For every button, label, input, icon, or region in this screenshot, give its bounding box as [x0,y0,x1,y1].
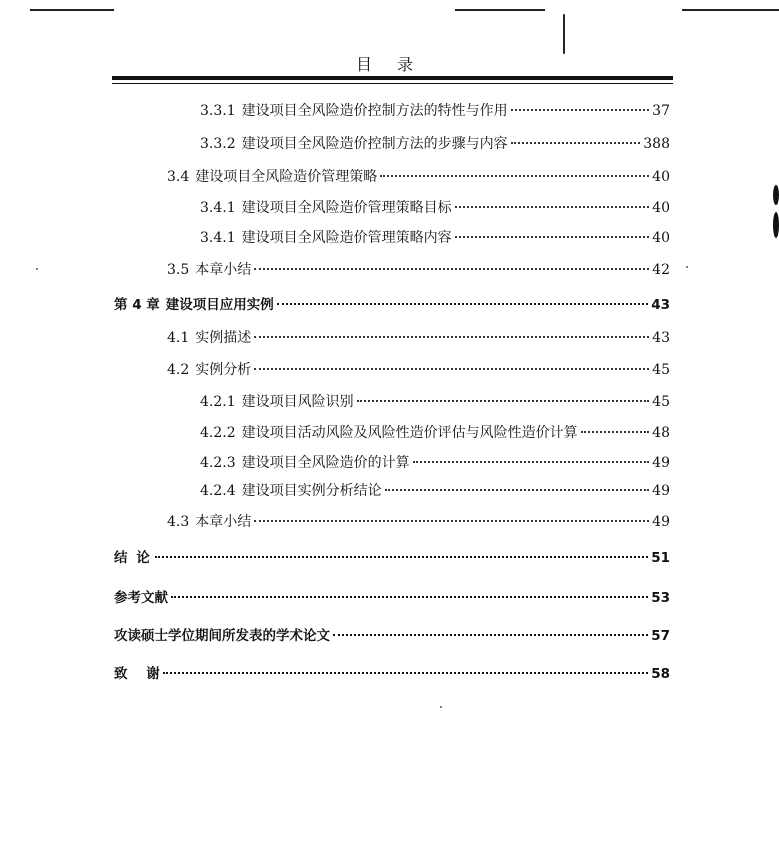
toc-entry [167,167,670,187]
toc-number: 3.3.2 [200,136,236,152]
toc-page: 40 [652,230,670,246]
toc-leader [254,368,649,370]
scan-speck-left [36,268,38,270]
toc-entry [200,423,670,443]
toc-page: 53 [651,590,670,606]
toc-title: 致 谢 [114,666,160,682]
toc-page: 388 [643,136,670,152]
scan-line-top-right [682,9,779,11]
toc-leader [380,175,649,177]
scan-speck-bottom [440,706,442,708]
toc-leader [511,109,650,111]
toc-title: 建设项目应用实例 [165,297,274,313]
toc-leader [455,236,650,238]
toc-entry [200,134,670,154]
toc-number: 4.2.2 [200,425,236,441]
toc-page: 45 [652,362,670,378]
toc-entry [167,328,670,348]
toc-entry [167,360,670,380]
toc-leader [254,520,649,522]
toc-title: 建设项目全风险造价管理策略内容 [241,230,452,246]
toc-page: 51 [651,550,670,566]
header-rule-thick [112,76,673,80]
toc-leader [163,672,648,674]
toc-page: 48 [652,425,670,441]
toc-title: 建设项目全风险造价控制方法的特性与作用 [241,103,508,119]
toc-page: 40 [652,169,670,185]
toc-title: 实例描述 [195,330,252,346]
toc-chapter-entry [114,548,670,568]
toc-leader [277,303,648,305]
toc-title: 建设项目全风险造价管理策略 [195,169,378,185]
toc-number: 4.1 [167,330,190,346]
toc-number: 3.4.1 [200,230,236,246]
toc-number: 3.3.1 [200,103,236,119]
scan-blob-top [773,185,779,205]
toc-title: 本章小结 [195,262,252,278]
toc-page: 40 [652,200,670,216]
toc-page: 49 [652,514,670,530]
toc-number: 4.2.3 [200,455,236,471]
toc-page: 45 [652,394,670,410]
toc-title: 建设项目全风险造价控制方法的步骤与内容 [241,136,508,152]
toc-entry [200,198,670,218]
toc-entry [200,101,670,121]
toc-title: 攻读硕士学位期间所发表的学术论文 [114,628,330,644]
toc-leader [254,268,649,270]
scan-line-top-mid [455,9,545,11]
toc-title: 建设项目活动风险及风险性造价评估与风险性造价计算 [241,425,578,441]
toc-leader [385,489,650,491]
toc-title: 本章小结 [195,514,252,530]
scan-line-vertical [563,14,565,54]
toc-chapter-entry [114,626,670,646]
page-title: 目 录 [355,55,424,74]
toc-leader [171,596,648,598]
toc-title: 参考文献 [114,590,168,606]
toc-chapter-entry [114,295,670,315]
toc-entry [200,481,670,501]
toc-title: 建设项目风险识别 [241,394,354,410]
toc-page: 43 [652,330,670,346]
toc-title: 结 论 [114,550,152,566]
toc-title: 建设项目全风险造价的计算 [241,455,410,471]
toc-leader [357,400,650,402]
toc-entry [200,453,670,473]
toc-page: 42 [652,262,670,278]
toc-title: 实例分析 [195,362,252,378]
toc-number: 4.2.4 [200,483,236,499]
toc-chapter-entry [114,588,670,608]
toc-leader [155,556,649,558]
toc-number: 3.4.1 [200,200,236,216]
toc-number: 4.2 [167,362,190,378]
toc-leader [413,461,650,463]
toc-page: 57 [651,628,670,644]
header-rule-thin [112,83,673,84]
toc-entry [200,392,670,412]
toc-title: 建设项目全风险造价管理策略目标 [241,200,452,216]
toc-leader [254,336,649,338]
toc-page: 49 [652,483,670,499]
toc-leader [455,206,650,208]
toc-page: 58 [651,666,670,682]
toc-number: 4.3 [167,514,190,530]
scan-blob-bottom [773,212,779,238]
scan-line-top-left [30,9,114,11]
toc-page: 37 [652,103,670,119]
toc-entry [167,512,670,532]
toc-number: 第 4 章 [114,297,160,313]
toc-title: 建设项目实例分析结论 [241,483,382,499]
scan-speck-right [686,266,688,268]
toc-leader [581,431,650,433]
toc-entry [200,228,670,248]
toc-number: 3.5 [167,262,190,278]
toc-entry [167,260,670,280]
toc-number: 3.4 [167,169,190,185]
toc-chapter-entry [114,664,670,684]
toc-number: 4.2.1 [200,394,236,410]
toc-leader [511,142,641,144]
toc-leader [333,634,648,636]
toc-page: 43 [651,297,670,313]
toc-page: 49 [652,455,670,471]
